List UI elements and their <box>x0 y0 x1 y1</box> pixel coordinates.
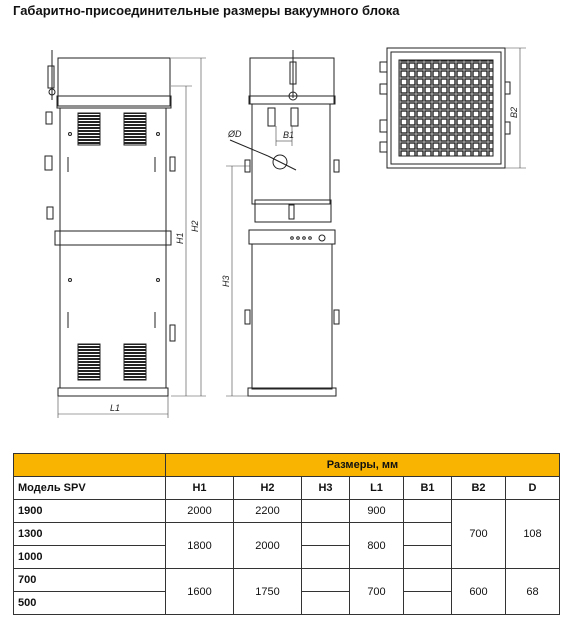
cell-h3 <box>302 592 350 615</box>
label-h1: H1 <box>175 232 185 244</box>
cell-l1: 900 <box>350 500 404 523</box>
cell-b2: 600 <box>452 569 506 615</box>
table-row <box>14 569 560 592</box>
page-title: Габаритно-присоединительные размеры вакуумного блока <box>13 3 400 18</box>
table-row <box>14 500 560 523</box>
label-d: ØD <box>228 129 242 139</box>
header-h1: H1 <box>166 477 234 500</box>
cell-b1 <box>404 546 452 569</box>
header-d: D <box>506 477 560 500</box>
technical-drawing <box>0 22 570 430</box>
side-dimensions <box>226 126 295 396</box>
cell-h1: 1800 <box>166 523 234 569</box>
front-vents <box>78 113 146 380</box>
header-h2: H2 <box>234 477 302 500</box>
header-dimensions-group: Размеры, мм <box>166 454 560 477</box>
model-cell: 1300 <box>14 523 166 546</box>
label-h2: H2 <box>190 220 200 232</box>
header-model-empty <box>14 454 166 477</box>
dimensions-table <box>13 453 560 615</box>
table-header-group-row <box>14 454 560 477</box>
cell-d: 108 <box>506 500 560 569</box>
table-header-row <box>14 477 560 500</box>
cell-h2: 1750 <box>234 569 302 615</box>
side-view <box>230 50 339 396</box>
cell-l1: 700 <box>350 569 404 615</box>
header-l1: L1 <box>350 477 404 500</box>
label-b2: B2 <box>509 106 519 118</box>
cell-b1 <box>404 500 452 523</box>
label-h3: H3 <box>221 275 231 287</box>
cell-b1 <box>404 569 452 592</box>
cell-h1: 1600 <box>166 569 234 615</box>
cell-h2: 2200 <box>234 500 302 523</box>
cell-h2: 2000 <box>234 523 302 569</box>
cell-b1 <box>404 523 452 546</box>
header-model: Модель SPV <box>14 477 166 500</box>
model-cell: 1000 <box>14 546 166 569</box>
model-cell: 500 <box>14 592 166 615</box>
header-b1: B1 <box>404 477 452 500</box>
cell-b2: 700 <box>452 500 506 569</box>
front-view <box>45 50 175 396</box>
model-cell: 1900 <box>14 500 166 523</box>
top-grill <box>399 60 493 156</box>
cell-h3 <box>302 523 350 546</box>
cell-d: 68 <box>506 569 560 615</box>
header-b2: B2 <box>452 477 506 500</box>
cell-l1: 800 <box>350 523 404 569</box>
model-cell: 700 <box>14 569 166 592</box>
label-b1: B1 <box>283 130 295 140</box>
cell-h3 <box>302 569 350 592</box>
cell-h1: 2000 <box>166 500 234 523</box>
header-h3: H3 <box>302 477 350 500</box>
cell-h3 <box>302 546 350 569</box>
cell-b1 <box>404 592 452 615</box>
cell-h3 <box>302 500 350 523</box>
label-l1: L1 <box>110 403 121 413</box>
